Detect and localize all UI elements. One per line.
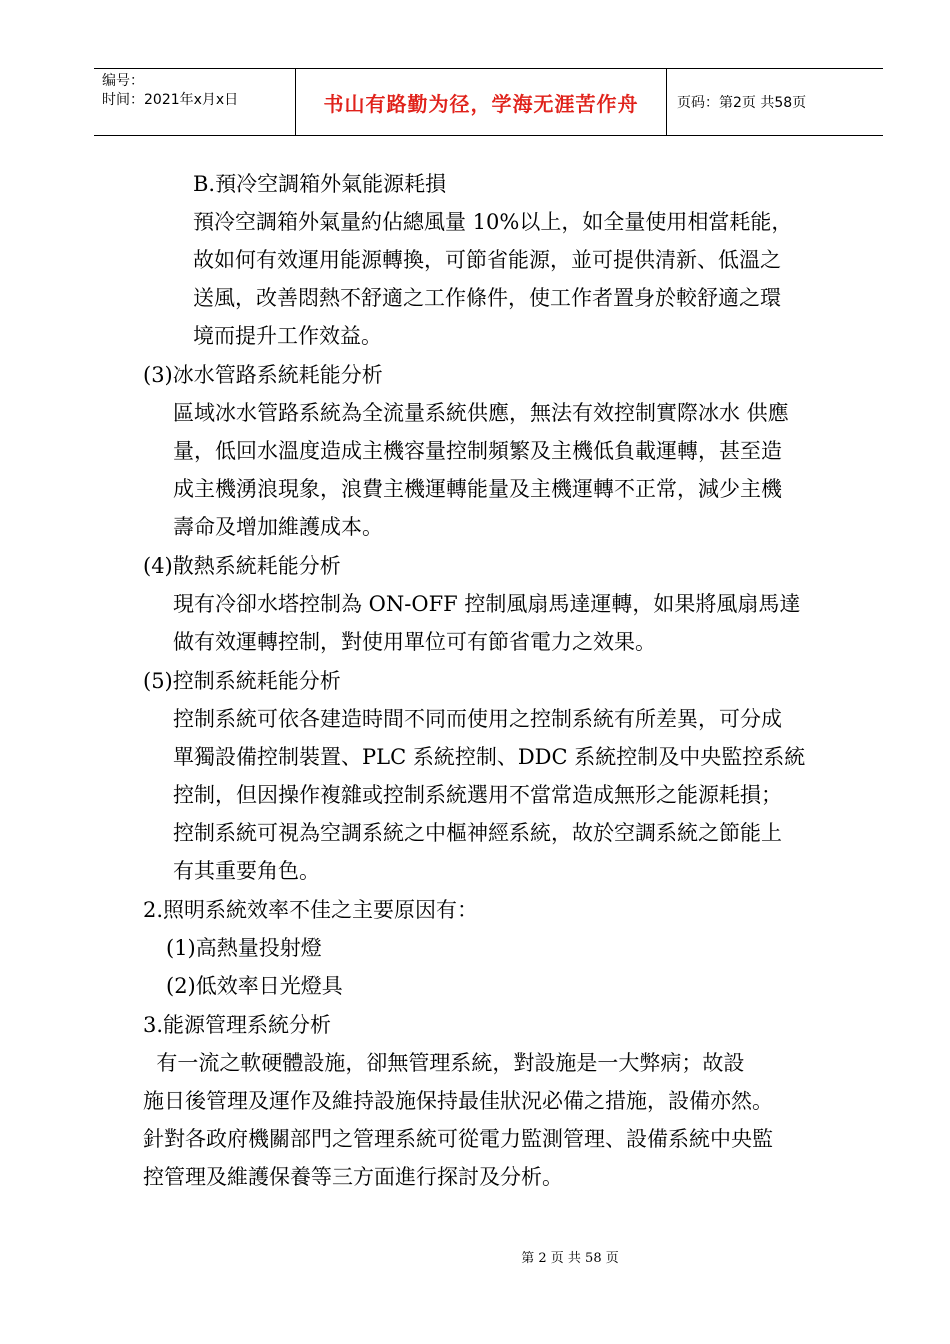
page-header — [94, 68, 883, 136]
paragraph-line: 針對各政府機關部門之管理系統可從電力監測管理、設備系統中央監 — [143, 1127, 773, 1151]
section-4-title: (4)散熱系統耗能分析 — [143, 554, 341, 578]
paragraph-line: 施日後管理及運作及維持設施保持最佳狀況必備之措施，設備亦然。 — [143, 1089, 773, 1113]
paragraph-line: 預冷空調箱外氣量約佔總風量 10%以上，如全量使用相當耗能， — [193, 210, 793, 234]
paragraph-line: 區域冰水管路系統為全流量系統供應，無法有效控制實際冰水 供應 — [173, 401, 789, 425]
paragraph-line: 做有效運轉控制，對使用單位可有節省電力之效果。 — [173, 630, 656, 654]
paragraph-line: 送風，改善悶熱不舒適之工作條件，使工作者置身於較舒適之環 — [193, 286, 781, 310]
header-motto: 书山有路勤为径，学海无涯苦作舟 — [323, 91, 639, 116]
paragraph-line: 故如何有效運用能源轉換，可節省能源，並可提供清新、低溫之 — [193, 248, 781, 272]
list-item: (2)低效率日光燈具 — [166, 974, 343, 998]
paragraph-line: 控制系統可視為空調系統之中樞神經系統，故於空調系統之節能上 — [173, 821, 782, 845]
section-5-title: (5)控制系統耗能分析 — [143, 669, 341, 693]
paragraph-line: 控制，但因操作複雜或控制系統選用不當常造成無形之能源耗損； — [173, 783, 782, 807]
section-b-title: B.預冷空調箱外氣能源耗損 — [193, 172, 447, 196]
page-footer: 第 2 页 共 58 页 — [521, 1251, 619, 1266]
paragraph-line: 量，低回水溫度造成主機容量控制頻繁及主機低負載運轉，甚至造 — [173, 439, 782, 463]
heading-2: 2.照明系統效率不佳之主要原因有： — [143, 898, 479, 922]
list-item: (1)高熱量投射燈 — [166, 936, 322, 960]
header-page-label: 页码：第2页 共58页 — [677, 95, 807, 111]
time-label: 时间：2021年x月x日 — [102, 92, 239, 108]
paragraph-line: 控制系統可依各建造時間不同而使用之控制系統有所差異，可分成 — [173, 707, 782, 731]
heading-3: 3.能源管理系統分析 — [143, 1013, 332, 1037]
section-3-title: (3)冰水管路系統耗能分析 — [143, 363, 383, 387]
header-page-cell — [667, 69, 883, 135]
header-meta — [94, 69, 296, 135]
paragraph-line: 壽命及增加維護成本。 — [173, 515, 383, 539]
paragraph-line: 單獨設備控制裝置、PLC 系統控制、DDC 系統控制及中央監控系統 — [173, 745, 806, 769]
paragraph-line: 成主機湧浪現象，浪費主機運轉能量及主機運轉不正常，減少主機 — [173, 477, 782, 501]
paragraph-line: 有一流之軟硬體設施，卻無管理系統，對設施是一大弊病；故設 — [143, 1051, 745, 1075]
paragraph-line: 境而提升工作效益。 — [193, 324, 382, 348]
paragraph-line: 有其重要角色。 — [173, 859, 320, 883]
header-motto-cell — [295, 69, 667, 135]
serial-label: 编号： — [102, 73, 144, 89]
paragraph-line: 控管理及維護保養等三方面進行探討及分析。 — [143, 1165, 563, 1189]
paragraph-line: 現有冷卻水塔控制為 ON-OFF 控制風扇馬達運轉，如果將風扇馬達 — [173, 592, 801, 616]
